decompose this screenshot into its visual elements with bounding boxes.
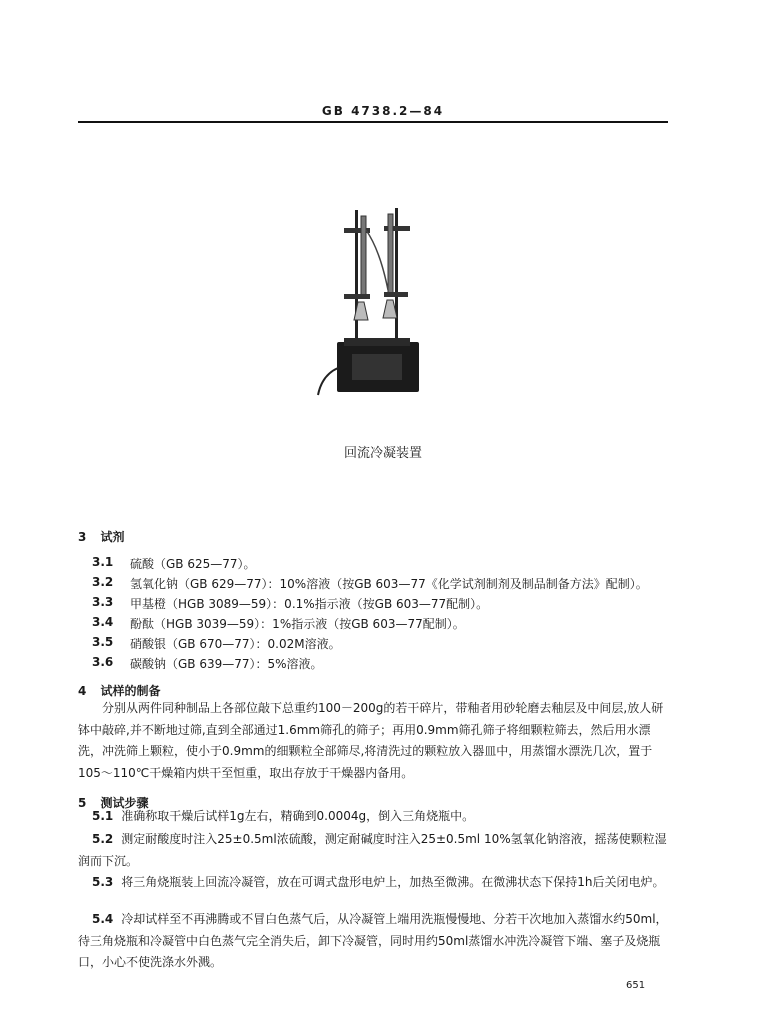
item-text: 硫酸（GB 625—77）。 [130,557,256,571]
standard-code-header: GB 4738.2—84 [321,104,445,118]
header-rule [78,121,668,123]
test-step [78,829,668,872]
section-3-heading [78,528,125,545]
item-text: 碳酸钠（GB 639—77）：5%溶液。 [130,657,323,671]
figure-caption: 回流冷凝装置 [343,446,422,461]
test-step [78,806,668,828]
item-text: 甲基橙（HGB 3089—59）：0.1%指示液（按GB 603—77配制）。 [130,597,489,611]
step-text: 准确称取干燥后试样1g左右，精确到0.0004g，倒入三角烧瓶中。 [121,809,475,823]
reagent-item [92,655,692,671]
reagent-item [92,575,692,591]
section-3-number: 3 [78,530,87,544]
item-number: 3.1 [92,555,114,569]
section-5-number: 5 [78,796,87,810]
reflux-apparatus-figure [300,190,450,405]
step-number: 5.1 [92,809,114,823]
section-4-title: 试样的制备 [100,684,161,698]
reagent-item [92,595,692,611]
reagent-item [92,615,692,631]
item-number: 3.5 [92,635,114,649]
reagent-item [92,555,692,571]
step-number: 5.4 [92,912,114,926]
test-step [78,909,668,974]
item-number: 3.4 [92,615,114,629]
sample-preparation-paragraph: 分别从两件同种制品上各部位敲下总重约100－200g的若干碎片，带釉者用砂轮磨去釉层及中间层,放人研钵中敲碎,并不断地过筛,直到全部通过1.6mm筛孔的筛子；再用0.9mm筛孔筛子将细颗粒筛去，然后用水漂洗，冲洗筛上颗粒，使小于0.9mm的细颗粒全部筛尽,将清洗过的颗粒放入器皿中，用蒸馏水漂洗几次，置于105～110℃干燥箱内烘干至恒重，取出存放于干燥器内备用。 [78,701,664,780]
item-text: 酚酞（HGB 3039—59）：1%指示液（按GB 603—77配制）。 [130,617,465,631]
item-number: 3.6 [92,655,114,669]
step-number: 5.2 [92,832,114,846]
item-number: 3.3 [92,595,114,609]
item-number: 3.2 [92,575,114,589]
step-text: 测定耐酸度时注入25±0.5ml浓硫酸，测定耐碱度时注入25±0.5ml 10%氢氧化钠溶液，摇荡使颗粒湿润而下沉。 [78,832,667,868]
item-text: 硝酸银（GB 670—77）：0.02M溶液。 [130,637,341,651]
step-text: 将三角烧瓶装上回流冷凝管，放在可调式盘形电炉上，加热至微沸。在微沸状态下保持1h后关闭电炉。 [121,875,665,889]
step-number: 5.3 [92,875,114,889]
section-4-heading [78,682,161,699]
step-text: 冷却试样至不再沸腾或不冒白色蒸气后，从冷凝管上端用洗瓶慢慢地、分若干次地加入蒸馏水约50ml，待三角烧瓶和冷凝管中白色蒸气完全消失后，卸下冷凝管，同时用约50ml蒸馏水冲洗冷凝管下端、塞子及烧瓶口，小心不使洗涤水外溅。 [78,912,668,969]
section-3-title: 试剂 [100,530,125,544]
page-number: 651 [626,980,646,991]
test-step [78,872,668,894]
reagent-item [92,635,692,651]
section-4-number: 4 [78,684,87,698]
item-text: 氢氧化钠（GB 629—77）：10%溶液（按GB 603—77《化学试剂制剂及制品制备方法》配制）。 [130,577,648,591]
section-5-title: 测试步骤 [100,796,149,810]
